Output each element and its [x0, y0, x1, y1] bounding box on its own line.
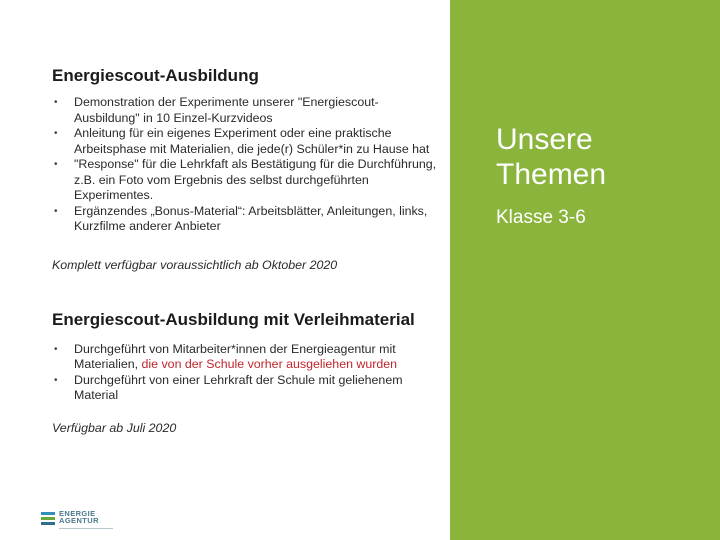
availability-note: Verfügbar ab Juli 2020 [52, 420, 177, 435]
energieagentur-logo [41, 508, 113, 530]
list-item [52, 157, 444, 204]
list-item [52, 204, 444, 235]
logo-text [59, 510, 113, 529]
panel-title: Unsere Themen [496, 123, 607, 191]
bullet-icon: • [54, 343, 58, 355]
list-item-text: Durchgeführt von Mitarbeiter*innen der Energieagentur mit Materialien, [74, 341, 396, 371]
highlighted-text: die von der Schule vorher ausgeliehen wurden [141, 357, 398, 371]
section-title: Energiescout-Ausbildung [52, 66, 259, 85]
section-title: Energiescout-Ausbildung mit Verleihmaterial [52, 309, 415, 329]
main-content [52, 66, 444, 436]
logo-line-1: ENERGIE [59, 508, 96, 518]
themes-panel [450, 0, 720, 540]
bullet-icon: • [54, 374, 58, 386]
list-item-text: "Response" für die Lehrkfaft als Bestätigung für die Durchführung, z.B. ein Foto vom Ergebnis des selbst durchgeführten Experimentes. [74, 157, 437, 202]
list-item-text: Durchgeführt von einer Lehrkraft der Schule mit geliehenem Material [74, 372, 403, 402]
panel-subtitle: Klasse 3-6 [496, 207, 586, 228]
bullet-icon: • [54, 128, 58, 139]
logo-line-2: AGENTUR [59, 516, 99, 525]
section-energiescout-ausbildung [52, 66, 444, 273]
list-item [52, 95, 444, 126]
bullet-icon: • [54, 159, 58, 170]
bullet-list [52, 95, 444, 235]
bullet-icon: • [54, 205, 58, 217]
list-item-text: Anleitung für ein eigenes Experiment oder eine praktische Arbeitsphase mit Materialien, die jede(r) Schüler*in zu Hause hat [74, 126, 430, 156]
availability-note: Komplett verfügbar voraussichtlich ab Oktober 2020 [52, 257, 338, 272]
list-item [52, 126, 444, 157]
logo-tagline-bar [59, 528, 113, 529]
list-item [52, 373, 444, 404]
section-verleihmaterial [52, 310, 444, 436]
logo-mark-icon [41, 510, 55, 528]
list-item-text: Ergänzendes „Bonus-Material“: Arbeitsblätter, Anleitungen, links, Kurzfilme anderer Anbieter [74, 203, 428, 233]
list-item [52, 342, 444, 373]
bullet-icon: • [54, 97, 58, 108]
list-item-text: Demonstration der Experimente unserer "Energiescout-Ausbildung" in 10 Einzel-Kurzvideos [74, 95, 379, 125]
bullet-list [52, 342, 444, 404]
